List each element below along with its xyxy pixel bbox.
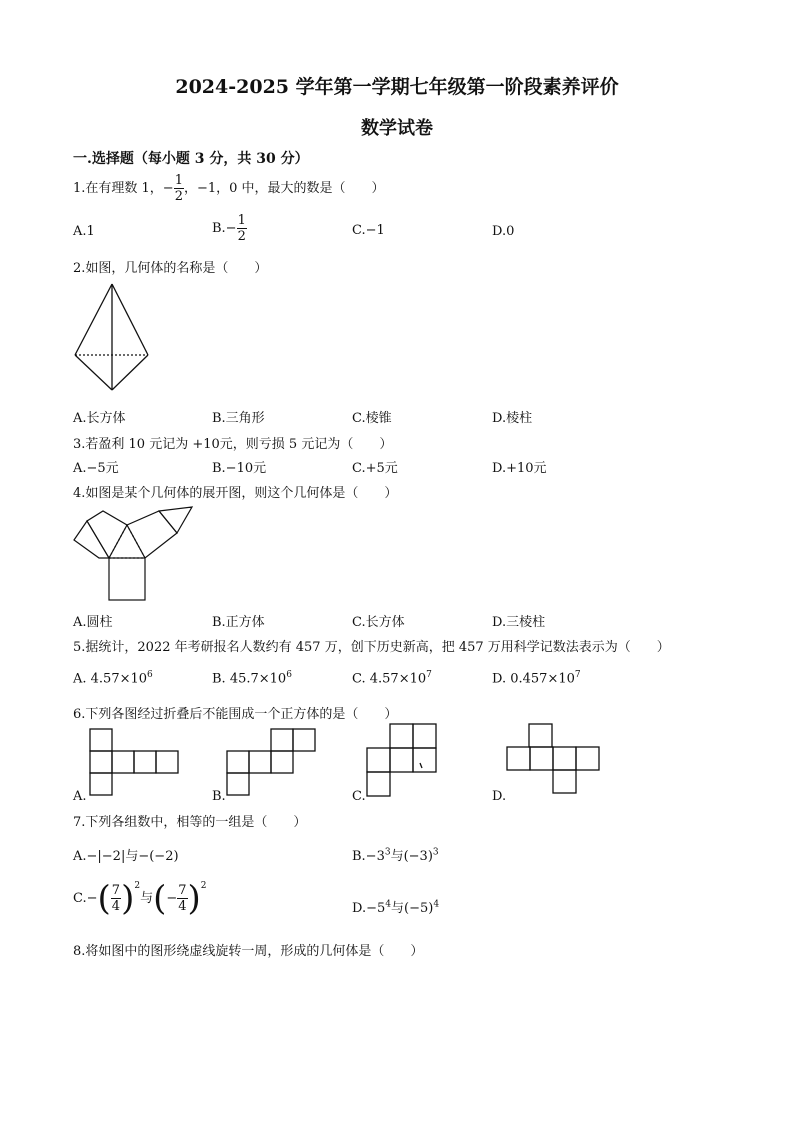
q7-option-d[interactable]: $D.-5^4$与$(-5)^4$ [352,899,440,916]
prism-net-figure [72,503,197,603]
q3-option-c[interactable]: C.+5元 [352,461,398,476]
q2-option-d[interactable]: D.棱柱 [492,411,533,426]
cube-net-a [88,727,184,799]
q5-option-d[interactable]: D. $0.457\times 10^7$ [492,670,581,687]
q3-option-b[interactable]: B.−10元 [212,461,267,476]
pyramid-figure [72,282,152,394]
question-4: 4.如图是某个几何体的展开图，则这个几何体是（ ） [73,486,398,501]
question-6: 6.下列各图经过折叠后不能围成一个正方体的是（ ） [73,707,398,722]
question-1 [73,173,385,204]
cube-net-d [505,722,603,796]
q1-option-c[interactable]: C.−1 [352,223,385,238]
q7-option-c[interactable]: C.−( $\frac{7}{4}$ )$^2$与(− $\frac{7}{4}$ )$^2$ [73,878,207,919]
cube-net-c [365,722,441,800]
q2-option-b[interactable]: B.三角形 [212,411,265,426]
q4-option-d[interactable]: D.三棱柱 [492,615,546,630]
exam-title: 2024-2025 学年第一学期七年级第一阶段素养评价 [175,76,619,98]
q4-option-b[interactable]: B.正方体 [212,615,265,630]
q6-option-a[interactable]: A. [73,789,87,804]
q3-option-a[interactable]: A.−5元 [73,461,119,476]
question-8: 8.将如图中的图形绕虚线旋转一周，形成的几何体是（ ） [73,944,424,959]
question-7: 7.下列各组数中，相等的一组是（ ） [73,815,307,830]
q2-option-a[interactable]: A.长方体 [73,411,126,426]
section-heading: 一.选择题（每小题 3 分，共 30 分） [73,151,309,167]
q4-option-c[interactable]: C.长方体 [352,615,405,630]
q7-option-a[interactable]: A.−|−2|与−(−2) [73,849,179,864]
q7-option-b[interactable]: $B.-3^3$与$(-3)^3$ [352,847,439,864]
question-2: 2.如图，几何体的名称是（ ） [73,261,268,276]
q5-option-b[interactable]: B. $45.7\times 10^6$ [212,670,292,687]
question-5: 5.据统计，2022 年考研报名人数约有 457 万，创下历史新高，把 457 万用科学记数法表示为（ ） [73,640,670,655]
q6-option-c[interactable]: C. [352,789,366,804]
q1-fraction: $\frac{1}{2}$ [174,173,183,204]
q4-option-a[interactable]: A.圆柱 [73,615,113,630]
q1-option-b[interactable]: B.− $\frac{1}{2}$ [212,213,246,244]
q6-option-b[interactable]: B. [212,789,226,804]
q1-suffix: ，−1，0 中，最大的数是（ ） [183,181,385,196]
q2-option-c[interactable]: C.棱锥 [352,411,392,426]
q5-option-c[interactable]: C. $4.57\times 10^7$ [352,670,432,687]
q5-option-a[interactable]: A. $4.57\times 10^6$ [73,670,153,687]
q3-option-d[interactable]: D.+10元 [492,461,547,476]
q1-prefix: 1.在有理数 1，− [73,181,174,196]
question-3: 3.若盈利 10 元记为 +10元，则亏损 5 元记为（ ） [73,437,393,452]
exam-subtitle: 数学试卷 [361,118,433,139]
q1-option-a[interactable]: A.1 [73,224,95,239]
q1-option-d[interactable]: D.0 [492,224,515,239]
cube-net-b [225,727,321,799]
q6-option-d[interactable]: D. [492,789,507,804]
